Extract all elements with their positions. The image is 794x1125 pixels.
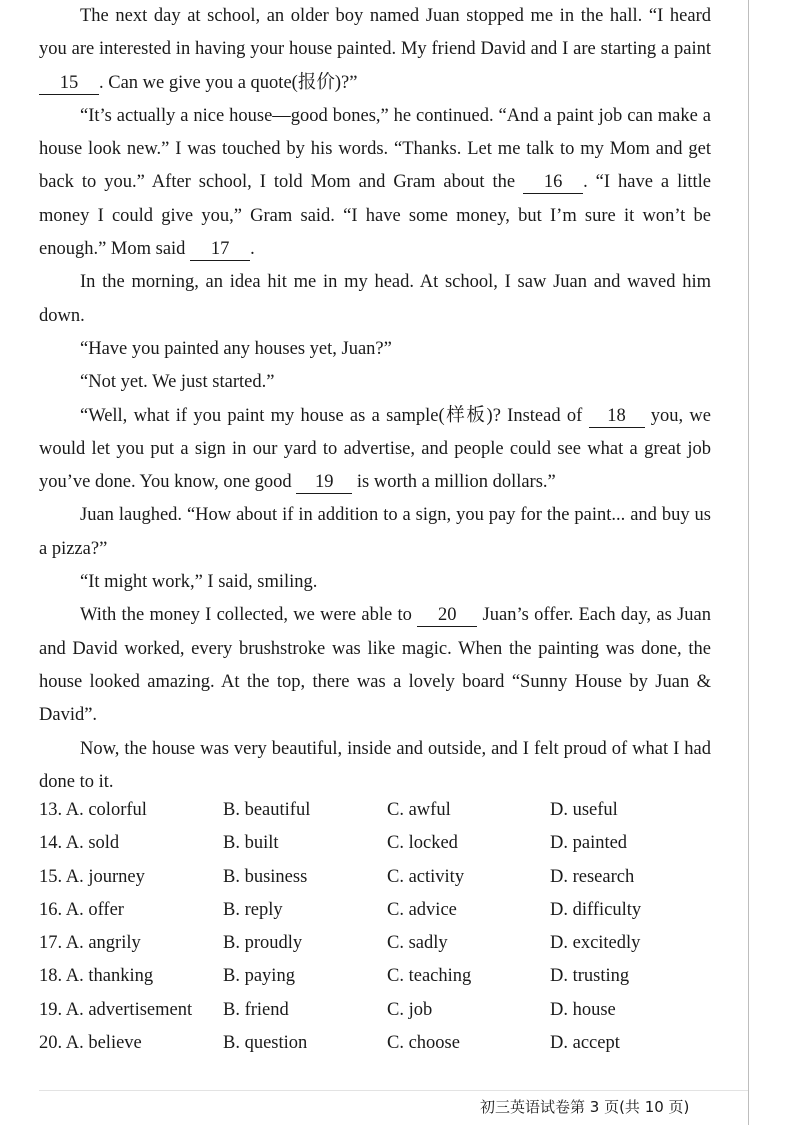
text: Juan’s offer. Each day, as Juan and David worked, every brushstroke was like magic. When the painting was done, the house looked amazing. At the top, there was a lovely board “Sunny House by Juan & David”. [39,605,711,726]
blank-20: 20 [417,605,477,627]
option-b: B. business [223,866,308,887]
option-a [39,960,153,993]
option-text: A. sold [65,833,120,854]
question-row [39,861,719,894]
option-c: C. choose [387,1033,460,1054]
question-number: 14. [39,833,63,854]
option-b: B. question [223,1033,308,1054]
blank-17: 17 [190,239,250,261]
option-d: D. trusting [550,966,630,987]
option-c: C. activity [387,866,465,887]
question-number: 18. [39,966,63,987]
option-text: A. advertisement [65,999,193,1020]
option-a [39,994,192,1027]
option-b: B. friend [223,999,289,1020]
option-a [39,1027,142,1060]
question-number: 15. [39,866,63,887]
option-a [39,861,145,894]
question-number: 16. [39,899,63,920]
option-c: C. advice [387,899,457,920]
option-a [39,827,119,860]
option-c: C. job [387,999,433,1020]
option-text: A. angrily [65,933,141,954]
paragraph-2 [39,100,711,266]
blank-16: 16 [523,172,583,194]
question-number: 13. [39,800,63,820]
paragraph-7: Juan laughed. “How about if in addition to a sign, you pay for the paint... and buy us a pizza?” [39,505,711,559]
option-d: D. difficulty [550,899,642,920]
question-options [39,794,719,1060]
paragraph-3: In the morning, an idea hit me in my head. At school, I saw Juan and waved him down. [39,272,711,326]
paragraph-9 [39,599,711,732]
text: The next day at school, an older boy named Juan stopped me in the hall. “I heard you are interested in having your house painted. My friend David and I are starting a paint [39,6,711,60]
question-row [39,927,719,960]
text: . Can we give you a quote(报价)?” [99,72,358,93]
option-c: C. locked [387,833,458,854]
option-b: B. paying [223,966,295,987]
question-number: 20. [39,1033,63,1054]
blank-18: 18 [589,406,645,428]
question-row [39,960,719,993]
text: “It’s actually a nice house—good bones,” he continued. “And a paint job can make a house look new.” I was touched by his words. “Thanks. Let me talk to my Mom and get back to you.” After school, I told Mom and Gram about the [39,105,711,193]
question-number: 19. [39,999,63,1020]
text: you, we would let you put a sign in our yard to advertise, and people could see what a great job you’ve done. You know, one good [39,405,711,493]
option-text: A. colorful [65,800,147,820]
option-b: B. reply [223,899,283,920]
question-number: 17. [39,933,63,954]
option-d: D. excitedly [550,933,641,954]
paragraph-5: “Not yet. We just started.” [80,372,275,393]
option-b: B. proudly [223,933,303,954]
paragraph-4: “Have you painted any houses yet, Juan?” [80,338,392,359]
option-text: A. journey [65,866,145,887]
option-d: D. useful [550,800,618,820]
option-b: B. beautiful [223,800,311,820]
option-d: D. house [550,999,616,1020]
option-b: B. built [223,833,279,854]
question-row [39,894,719,927]
option-a [39,794,147,827]
page-edge-line [748,0,749,1125]
option-a [39,927,141,960]
text: . [250,239,255,260]
paragraph-8: “It might work,” I said, smiling. [80,572,318,593]
option-d: D. research [550,866,635,887]
option-text: A. believe [65,1033,142,1054]
option-d: D. accept [550,1033,620,1054]
question-row [39,827,719,860]
paragraph-6 [39,400,711,500]
option-c: C. teaching [387,966,472,987]
option-a [39,894,124,927]
text: With the money I collected, we were able to [80,605,418,626]
paragraph-1 [39,0,711,100]
blank-19: 19 [296,472,352,494]
question-row [39,994,719,1027]
question-row [39,1027,719,1060]
footer-divider [39,1090,748,1091]
passage [39,0,711,799]
option-c: C. awful [387,800,451,820]
question-row [39,794,719,827]
blank-15: 15 [39,73,99,95]
page-footer: 初三英语试卷第 3 页(共 10 页) [480,1098,690,1116]
option-text: A. thanking [65,966,154,987]
text: is worth a million dollars.” [352,472,556,493]
text: “Well, what if you paint my house as a sample(样板)? Instead of [80,405,589,426]
paragraph-10: Now, the house was very beautiful, inside and outside, and I felt proud of what I had done to it. [39,738,711,792]
option-text: A. offer [65,899,124,920]
text: . “I have a little money I could give you,” Gram said. “I have some money, but I’m sure it won’t be enough.” Mom said [39,172,711,260]
option-d: D. painted [550,833,628,854]
option-c: C. sadly [387,933,448,954]
